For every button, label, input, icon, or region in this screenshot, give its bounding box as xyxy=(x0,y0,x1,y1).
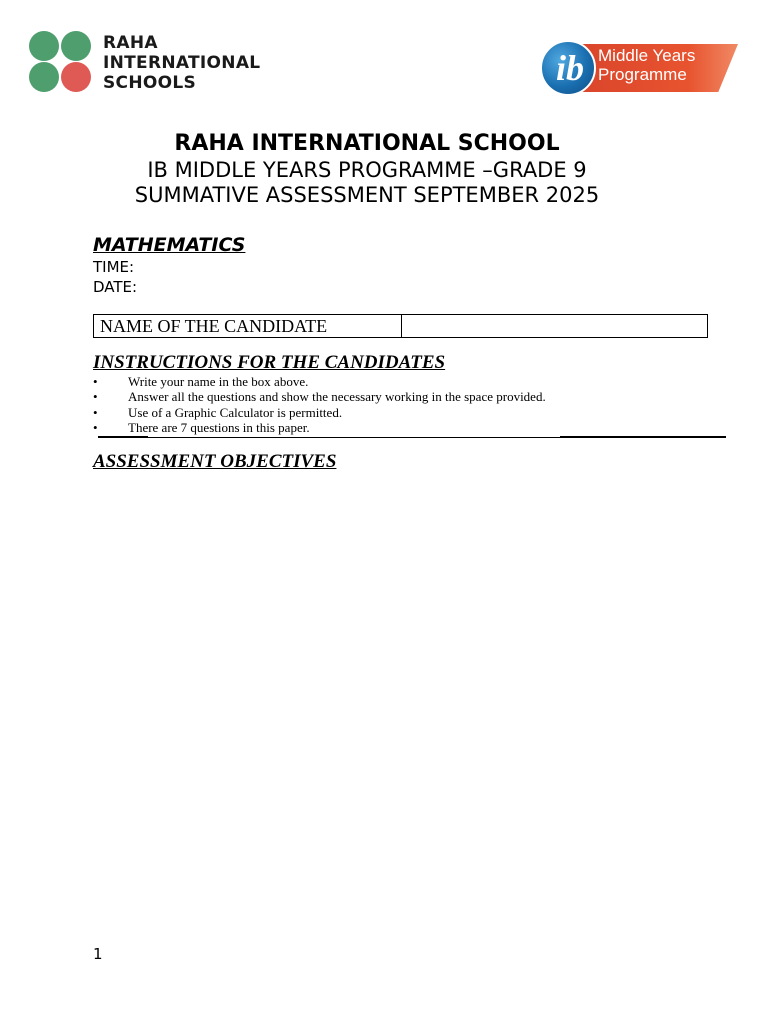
green-dot-icon xyxy=(29,62,59,92)
instruction-text: Write your name in the box above. xyxy=(128,374,309,389)
red-dot-icon xyxy=(61,62,91,92)
list-item xyxy=(93,420,733,435)
time-label: TIME: xyxy=(93,258,135,276)
green-dot-icon xyxy=(29,31,59,61)
list-item xyxy=(93,405,733,420)
list-item xyxy=(93,374,733,389)
ib-banner-line: Programme xyxy=(598,65,687,84)
assessment-title: SUMMATIVE ASSESSMENT SEPTEMBER 2025 xyxy=(134,183,600,207)
candidate-name-table xyxy=(93,314,708,338)
page-number: 1 xyxy=(93,945,103,963)
instruction-text: Answer all the questions and show the necessary working in the space provided. xyxy=(128,389,546,405)
bullet-icon: • xyxy=(93,419,98,435)
date-label: DATE: xyxy=(93,278,138,296)
objectives-heading: ASSESSMENT OBJECTIVES xyxy=(93,451,337,472)
green-dot-icon xyxy=(61,31,91,61)
document-header xyxy=(0,130,734,208)
bullet-icon: • xyxy=(93,389,98,405)
raha-logo-line: SCHOOLS xyxy=(103,73,197,93)
instructions-heading: INSTRUCTIONS FOR THE CANDIDATES xyxy=(93,352,446,373)
bullet-icon: • xyxy=(93,404,98,420)
ib-banner-text xyxy=(598,46,695,84)
raha-logo-line: RAHA xyxy=(103,33,158,53)
ib-globe-icon xyxy=(540,40,596,96)
raha-logo xyxy=(29,31,289,93)
divider xyxy=(560,436,726,438)
divider xyxy=(98,436,148,438)
instruction-text: There are 7 questions in this paper. xyxy=(128,419,310,435)
programme-title: IB MIDDLE YEARS PROGRAMME –GRADE 9 xyxy=(147,158,587,182)
raha-logo-text xyxy=(103,33,260,93)
candidate-name-field[interactable] xyxy=(402,315,707,337)
instruction-text: Use of a Graphic Calculator is permitted. xyxy=(128,404,343,420)
school-name: RAHA INTERNATIONAL SCHOOL xyxy=(174,131,560,156)
ib-banner-line: Middle Years xyxy=(598,46,696,65)
raha-logo-line: INTERNATIONAL xyxy=(103,53,261,73)
bullet-icon: • xyxy=(93,374,98,389)
ib-myp-logo xyxy=(540,40,740,96)
subject-title: MATHEMATICS xyxy=(93,234,246,256)
list-item xyxy=(93,389,733,404)
ib-mark: ib xyxy=(555,48,584,88)
raha-logo-dots-icon xyxy=(29,31,93,93)
candidate-name-label: NAME OF THE CANDIDATE xyxy=(94,315,402,337)
instruction-list xyxy=(93,374,733,435)
